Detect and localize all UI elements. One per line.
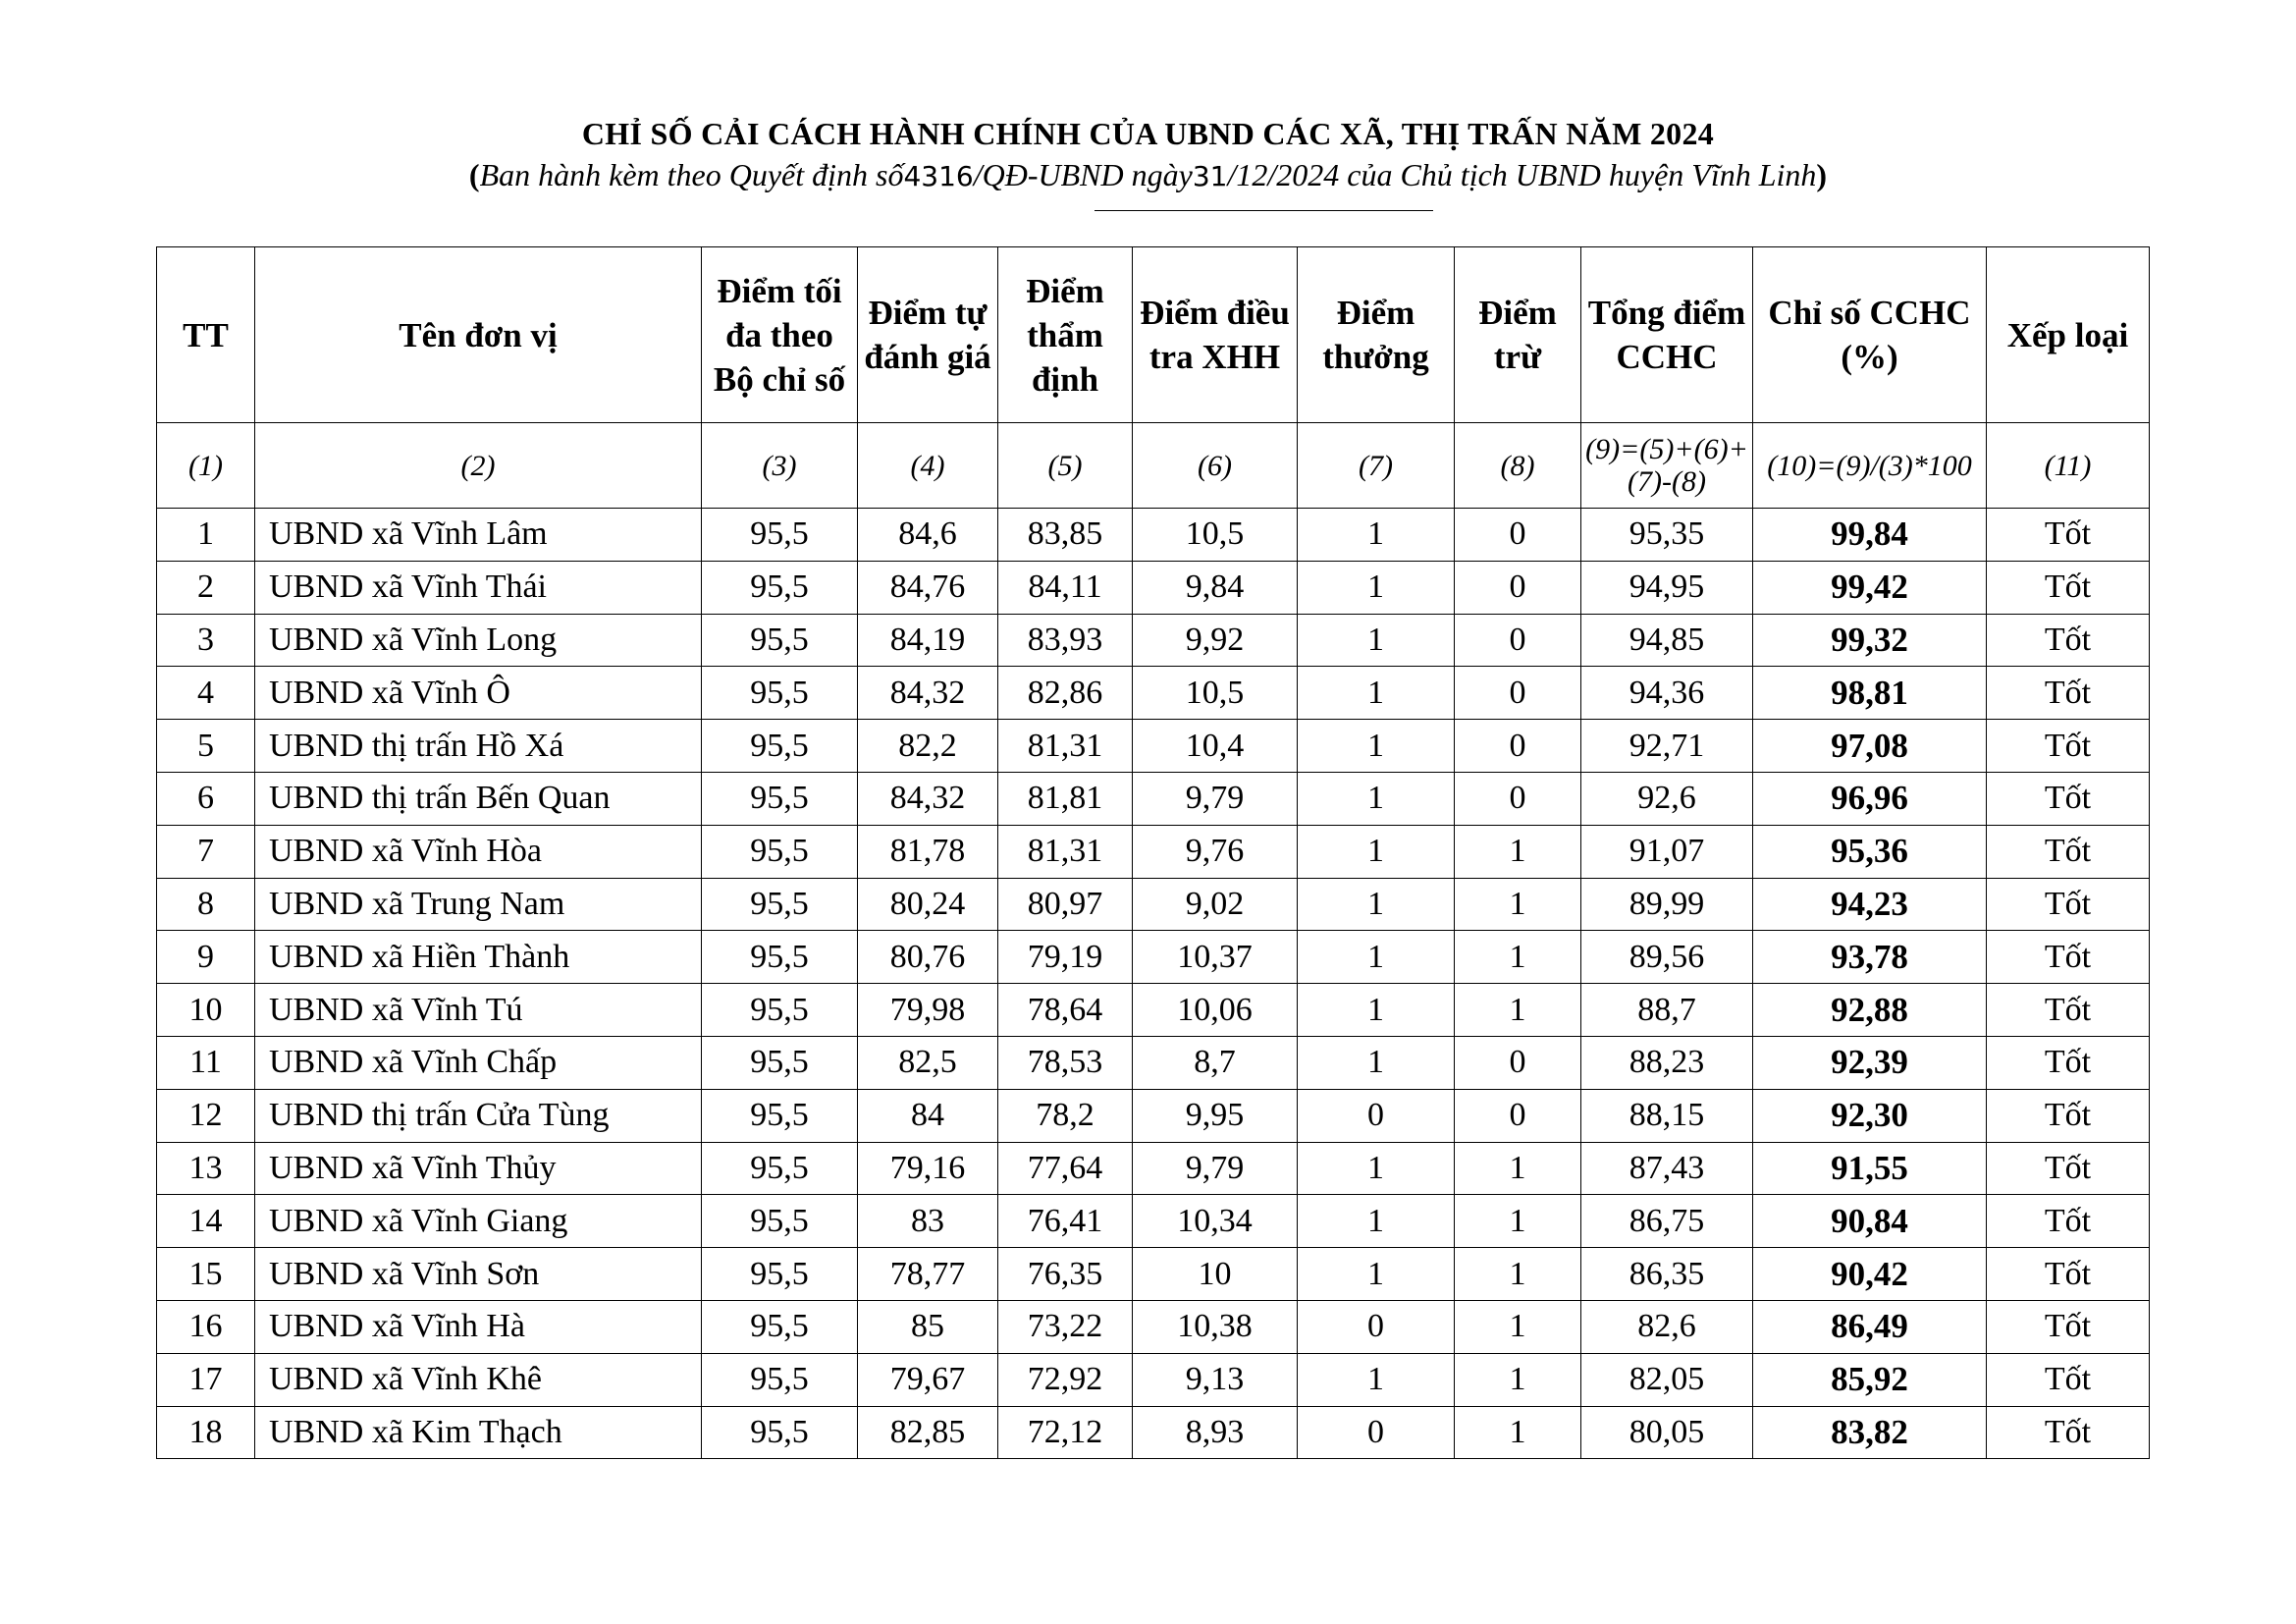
- unit-name-cell: UBND thị trấn Cửa Tùng: [255, 1089, 702, 1142]
- deduction-score-cell: 0: [1455, 1089, 1581, 1142]
- appraisal-score-cell: 84,11: [998, 561, 1133, 614]
- bonus-score-cell: 0: [1298, 1089, 1455, 1142]
- row-number-cell: 16: [157, 1300, 255, 1353]
- row-number-cell: 15: [157, 1248, 255, 1301]
- deduction-score-cell: 0: [1455, 667, 1581, 720]
- appraisal-score-cell: 76,41: [998, 1195, 1133, 1248]
- cchc-index-cell: 90,42: [1753, 1248, 1987, 1301]
- appraisal-score-cell: 83,93: [998, 614, 1133, 667]
- header-max-score: Điểm tối đa theo Bộ chỉ số: [702, 247, 858, 423]
- survey-score-cell: 10,5: [1133, 667, 1298, 720]
- deduction-score-cell: 1: [1455, 931, 1581, 984]
- header-self-assessment: Điểm tự đánh giá: [858, 247, 998, 423]
- total-score-cell: 80,05: [1581, 1406, 1753, 1459]
- bonus-score-cell: 0: [1298, 1300, 1455, 1353]
- code-8: (8): [1455, 423, 1581, 509]
- code-4: (4): [858, 423, 998, 509]
- deduction-score-cell: 0: [1455, 772, 1581, 825]
- survey-score-cell: 8,93: [1133, 1406, 1298, 1459]
- max-score-cell: 95,5: [702, 561, 858, 614]
- bonus-score-cell: 1: [1298, 667, 1455, 720]
- code-11: (11): [1987, 423, 2150, 509]
- total-score-cell: 86,35: [1581, 1248, 1753, 1301]
- cchc-index-cell: 92,88: [1753, 984, 1987, 1037]
- unit-name-cell: UBND thị trấn Hồ Xá: [255, 720, 702, 773]
- table-row: [157, 614, 2150, 667]
- self-score-cell: 82,5: [858, 1036, 998, 1089]
- self-score-cell: 79,67: [858, 1353, 998, 1406]
- bonus-score-cell: 1: [1298, 614, 1455, 667]
- unit-name-cell: UBND xã Vĩnh Khê: [255, 1353, 702, 1406]
- row-number-cell: 13: [157, 1142, 255, 1195]
- max-score-cell: 95,5: [702, 825, 858, 878]
- self-score-cell: 84,32: [858, 667, 998, 720]
- row-number-cell: 1: [157, 509, 255, 562]
- table-body: [157, 509, 2150, 1459]
- bonus-score-cell: 1: [1298, 931, 1455, 984]
- header-deduction-score: Điểm trừ: [1455, 247, 1581, 423]
- survey-score-cell: 10,38: [1133, 1300, 1298, 1353]
- row-number-cell: 7: [157, 825, 255, 878]
- row-number-cell: 9: [157, 931, 255, 984]
- survey-score-cell: 9,79: [1133, 1142, 1298, 1195]
- code-5: (5): [998, 423, 1133, 509]
- decision-day: 31: [1192, 160, 1228, 192]
- deduction-score-cell: 1: [1455, 1406, 1581, 1459]
- row-number-cell: 17: [157, 1353, 255, 1406]
- appraisal-score-cell: 76,35: [998, 1248, 1133, 1301]
- appraisal-score-cell: 72,12: [998, 1406, 1133, 1459]
- table-row: [157, 509, 2150, 562]
- appraisal-score-cell: 83,85: [998, 509, 1133, 562]
- survey-score-cell: 9,95: [1133, 1089, 1298, 1142]
- max-score-cell: 95,5: [702, 1089, 858, 1142]
- subtitle-part2: /QĐ-UBND ngày: [973, 157, 1193, 192]
- max-score-cell: 95,5: [702, 1353, 858, 1406]
- cchc-index-cell: 92,39: [1753, 1036, 1987, 1089]
- unit-name-cell: UBND xã Vĩnh Lâm: [255, 509, 702, 562]
- cchc-index-table: [156, 246, 2150, 1459]
- self-score-cell: 84,6: [858, 509, 998, 562]
- cchc-index-cell: 90,84: [1753, 1195, 1987, 1248]
- survey-score-cell: 10,06: [1133, 984, 1298, 1037]
- table-row: [157, 1248, 2150, 1301]
- appraisal-score-cell: 80,97: [998, 878, 1133, 931]
- deduction-score-cell: 1: [1455, 878, 1581, 931]
- appraisal-score-cell: 78,53: [998, 1036, 1133, 1089]
- self-score-cell: 84: [858, 1089, 998, 1142]
- deduction-score-cell: 0: [1455, 720, 1581, 773]
- survey-score-cell: 10,37: [1133, 931, 1298, 984]
- self-score-cell: 84,32: [858, 772, 998, 825]
- table-row: [157, 1089, 2150, 1142]
- max-score-cell: 95,5: [702, 667, 858, 720]
- row-number-cell: 4: [157, 667, 255, 720]
- row-number-cell: 3: [157, 614, 255, 667]
- code-3: (3): [702, 423, 858, 509]
- cchc-index-cell: 96,96: [1753, 772, 1987, 825]
- total-score-cell: 82,05: [1581, 1353, 1753, 1406]
- self-score-cell: 79,16: [858, 1142, 998, 1195]
- cchc-index-cell: 92,30: [1753, 1089, 1987, 1142]
- bonus-score-cell: 1: [1298, 509, 1455, 562]
- survey-score-cell: 9,79: [1133, 772, 1298, 825]
- unit-name-cell: UBND xã Hiền Thành: [255, 931, 702, 984]
- unit-name-cell: UBND xã Vĩnh Giang: [255, 1195, 702, 1248]
- deduction-score-cell: 0: [1455, 1036, 1581, 1089]
- survey-score-cell: 10,34: [1133, 1195, 1298, 1248]
- ranking-cell: Tốt: [1987, 878, 2150, 931]
- table-row: [157, 667, 2150, 720]
- self-score-cell: 80,76: [858, 931, 998, 984]
- ranking-cell: Tốt: [1987, 931, 2150, 984]
- ranking-cell: Tốt: [1987, 614, 2150, 667]
- max-score-cell: 95,5: [702, 931, 858, 984]
- unit-name-cell: UBND xã Trung Nam: [255, 878, 702, 931]
- row-number-cell: 6: [157, 772, 255, 825]
- header-total-score: Tổng điểm CCHC: [1581, 247, 1753, 423]
- table-row: [157, 561, 2150, 614]
- total-score-cell: 87,43: [1581, 1142, 1753, 1195]
- unit-name-cell: UBND xã Vĩnh Ô: [255, 667, 702, 720]
- ranking-cell: Tốt: [1987, 1406, 2150, 1459]
- total-score-cell: 89,56: [1581, 931, 1753, 984]
- ranking-cell: Tốt: [1987, 1353, 2150, 1406]
- unit-name-cell: UBND xã Vĩnh Hà: [255, 1300, 702, 1353]
- deduction-score-cell: 0: [1455, 614, 1581, 667]
- table-row: [157, 720, 2150, 773]
- total-score-cell: 91,07: [1581, 825, 1753, 878]
- unit-name-cell: UBND xã Vĩnh Tú: [255, 984, 702, 1037]
- max-score-cell: 95,5: [702, 509, 858, 562]
- bonus-score-cell: 1: [1298, 772, 1455, 825]
- max-score-cell: 95,5: [702, 1195, 858, 1248]
- survey-score-cell: 9,84: [1133, 561, 1298, 614]
- survey-score-cell: 10,5: [1133, 509, 1298, 562]
- appraisal-score-cell: 73,22: [998, 1300, 1133, 1353]
- table-row: [157, 1142, 2150, 1195]
- deduction-score-cell: 0: [1455, 561, 1581, 614]
- deduction-score-cell: 1: [1455, 1248, 1581, 1301]
- code-10: (10)=(9)/(3)*100: [1753, 423, 1987, 509]
- table-row: [157, 984, 2150, 1037]
- cchc-index-cell: 85,92: [1753, 1353, 1987, 1406]
- self-score-cell: 82,2: [858, 720, 998, 773]
- bonus-score-cell: 1: [1298, 1353, 1455, 1406]
- table-row: [157, 1353, 2150, 1406]
- max-score-cell: 95,5: [702, 1142, 858, 1195]
- total-score-cell: 94,36: [1581, 667, 1753, 720]
- ranking-cell: Tốt: [1987, 667, 2150, 720]
- max-score-cell: 95,5: [702, 878, 858, 931]
- row-number-cell: 5: [157, 720, 255, 773]
- subtitle-open-paren: (: [468, 157, 480, 192]
- table-row: [157, 825, 2150, 878]
- ranking-cell: Tốt: [1987, 825, 2150, 878]
- survey-score-cell: 9,02: [1133, 878, 1298, 931]
- unit-name-cell: UBND xã Vĩnh Hòa: [255, 825, 702, 878]
- cchc-index-cell: 86,49: [1753, 1300, 1987, 1353]
- cchc-index-cell: 99,32: [1753, 614, 1987, 667]
- bonus-score-cell: 1: [1298, 1248, 1455, 1301]
- survey-score-cell: 9,76: [1133, 825, 1298, 878]
- self-score-cell: 84,19: [858, 614, 998, 667]
- unit-name-cell: UBND xã Vĩnh Chấp: [255, 1036, 702, 1089]
- appraisal-score-cell: 81,81: [998, 772, 1133, 825]
- table-row: [157, 1300, 2150, 1353]
- code-7: (7): [1298, 423, 1455, 509]
- total-score-cell: 86,75: [1581, 1195, 1753, 1248]
- code-9: (9)=(5)+(6)+(7)-(8): [1581, 423, 1753, 509]
- table-row: [157, 878, 2150, 931]
- cchc-index-cell: 91,55: [1753, 1142, 1987, 1195]
- bonus-score-cell: 1: [1298, 1195, 1455, 1248]
- unit-name-cell: UBND xã Kim Thạch: [255, 1406, 702, 1459]
- self-score-cell: 83: [858, 1195, 998, 1248]
- column-code-row: [157, 423, 2150, 509]
- cchc-index-cell: 99,84: [1753, 509, 1987, 562]
- row-number-cell: 18: [157, 1406, 255, 1459]
- bonus-score-cell: 1: [1298, 720, 1455, 773]
- bonus-score-cell: 1: [1298, 984, 1455, 1037]
- row-number-cell: 14: [157, 1195, 255, 1248]
- appraisal-score-cell: 72,92: [998, 1353, 1133, 1406]
- bonus-score-cell: 1: [1298, 561, 1455, 614]
- self-score-cell: 81,78: [858, 825, 998, 878]
- table-row: [157, 1406, 2150, 1459]
- unit-name-cell: UBND thị trấn Bến Quan: [255, 772, 702, 825]
- max-score-cell: 95,5: [702, 1300, 858, 1353]
- max-score-cell: 95,5: [702, 1248, 858, 1301]
- unit-name-cell: UBND xã Vĩnh Long: [255, 614, 702, 667]
- ranking-cell: Tốt: [1987, 1089, 2150, 1142]
- unit-name-cell: UBND xã Vĩnh Thái: [255, 561, 702, 614]
- cchc-index-cell: 83,82: [1753, 1406, 1987, 1459]
- unit-name-cell: UBND xã Vĩnh Thủy: [255, 1142, 702, 1195]
- ranking-cell: Tốt: [1987, 1036, 2150, 1089]
- row-number-cell: 10: [157, 984, 255, 1037]
- deduction-score-cell: 1: [1455, 825, 1581, 878]
- total-score-cell: 94,85: [1581, 614, 1753, 667]
- header-bonus-score: Điểm thưởng: [1298, 247, 1455, 423]
- subtitle-part1: Ban hành kèm theo Quyết định số: [479, 157, 904, 192]
- max-score-cell: 95,5: [702, 984, 858, 1037]
- row-number-cell: 11: [157, 1036, 255, 1089]
- code-2: (2): [255, 423, 702, 509]
- bonus-score-cell: 1: [1298, 1142, 1455, 1195]
- document-title: CHỈ SỐ CẢI CÁCH HÀNH CHÍNH CỦA UBND CÁC XÃ, THỊ TRẤN NĂM 2024: [581, 116, 1715, 151]
- deduction-score-cell: 1: [1455, 1353, 1581, 1406]
- appraisal-score-cell: 77,64: [998, 1142, 1133, 1195]
- total-score-cell: 88,15: [1581, 1089, 1753, 1142]
- ranking-cell: Tốt: [1987, 561, 2150, 614]
- survey-score-cell: 8,7: [1133, 1036, 1298, 1089]
- document-subtitle: [0, 157, 2296, 193]
- cchc-index-cell: 97,08: [1753, 720, 1987, 773]
- ranking-cell: Tốt: [1987, 772, 2150, 825]
- max-score-cell: 95,5: [702, 1406, 858, 1459]
- appraisal-score-cell: 81,31: [998, 720, 1133, 773]
- header-row: [157, 247, 2150, 423]
- table-row: [157, 931, 2150, 984]
- self-score-cell: 78,77: [858, 1248, 998, 1301]
- ranking-cell: Tốt: [1987, 1142, 2150, 1195]
- self-score-cell: 84,76: [858, 561, 998, 614]
- appraisal-score-cell: 78,2: [998, 1089, 1133, 1142]
- self-score-cell: 85: [858, 1300, 998, 1353]
- table-row: [157, 1195, 2150, 1248]
- unit-name-cell: UBND xã Vĩnh Sơn: [255, 1248, 702, 1301]
- appraisal-score-cell: 78,64: [998, 984, 1133, 1037]
- bonus-score-cell: 1: [1298, 878, 1455, 931]
- appraisal-score-cell: 79,19: [998, 931, 1133, 984]
- self-score-cell: 80,24: [858, 878, 998, 931]
- deduction-score-cell: 0: [1455, 509, 1581, 562]
- total-score-cell: 92,71: [1581, 720, 1753, 773]
- deduction-score-cell: 1: [1455, 984, 1581, 1037]
- survey-score-cell: 9,13: [1133, 1353, 1298, 1406]
- table-row: [157, 1036, 2150, 1089]
- total-score-cell: 94,95: [1581, 561, 1753, 614]
- deduction-score-cell: 1: [1455, 1142, 1581, 1195]
- total-score-cell: 82,6: [1581, 1300, 1753, 1353]
- ranking-cell: Tốt: [1987, 720, 2150, 773]
- self-score-cell: 82,85: [858, 1406, 998, 1459]
- header-tt: TT: [157, 247, 255, 423]
- subtitle-part3: /12/2024 của Chủ tịch UBND huyện Vĩnh Linh: [1227, 157, 1817, 192]
- row-number-cell: 2: [157, 561, 255, 614]
- max-score-cell: 95,5: [702, 1036, 858, 1089]
- header-unit-name: Tên đơn vị: [255, 247, 702, 423]
- total-score-cell: 89,99: [1581, 878, 1753, 931]
- header-cchc-index: Chỉ số CCHC (%): [1753, 247, 1987, 423]
- total-score-cell: 88,7: [1581, 984, 1753, 1037]
- ranking-cell: Tốt: [1987, 1248, 2150, 1301]
- appraisal-score-cell: 82,86: [998, 667, 1133, 720]
- deduction-score-cell: 1: [1455, 1300, 1581, 1353]
- cchc-index-cell: 99,42: [1753, 561, 1987, 614]
- header-appraisal-score: Điểm thẩm định: [998, 247, 1133, 423]
- max-score-cell: 95,5: [702, 720, 858, 773]
- max-score-cell: 95,5: [702, 772, 858, 825]
- total-score-cell: 88,23: [1581, 1036, 1753, 1089]
- cchc-index-cell: 93,78: [1753, 931, 1987, 984]
- bonus-score-cell: 0: [1298, 1406, 1455, 1459]
- total-score-cell: 95,35: [1581, 509, 1753, 562]
- decision-number: 4316: [903, 160, 974, 192]
- code-1: (1): [157, 423, 255, 509]
- cchc-index-cell: 94,23: [1753, 878, 1987, 931]
- ranking-cell: Tốt: [1987, 984, 2150, 1037]
- total-score-cell: 92,6: [1581, 772, 1753, 825]
- subtitle-close-paren: ): [1816, 157, 1828, 192]
- row-number-cell: 12: [157, 1089, 255, 1142]
- row-number-cell: 8: [157, 878, 255, 931]
- cchc-index-cell: 95,36: [1753, 825, 1987, 878]
- deduction-score-cell: 1: [1455, 1195, 1581, 1248]
- survey-score-cell: 10,4: [1133, 720, 1298, 773]
- survey-score-cell: 9,92: [1133, 614, 1298, 667]
- table-row: [157, 772, 2150, 825]
- ranking-cell: Tốt: [1987, 1195, 2150, 1248]
- ranking-cell: Tốt: [1987, 1300, 2150, 1353]
- bonus-score-cell: 1: [1298, 825, 1455, 878]
- header-ranking: Xếp loại: [1987, 247, 2150, 423]
- bonus-score-cell: 1: [1298, 1036, 1455, 1089]
- appraisal-score-cell: 81,31: [998, 825, 1133, 878]
- max-score-cell: 95,5: [702, 614, 858, 667]
- code-6: (6): [1133, 423, 1298, 509]
- ranking-cell: Tốt: [1987, 509, 2150, 562]
- survey-score-cell: 10: [1133, 1248, 1298, 1301]
- title-underline: [1095, 210, 1433, 211]
- header-survey-score: Điểm điều tra XHH: [1133, 247, 1298, 423]
- self-score-cell: 79,98: [858, 984, 998, 1037]
- cchc-index-cell: 98,81: [1753, 667, 1987, 720]
